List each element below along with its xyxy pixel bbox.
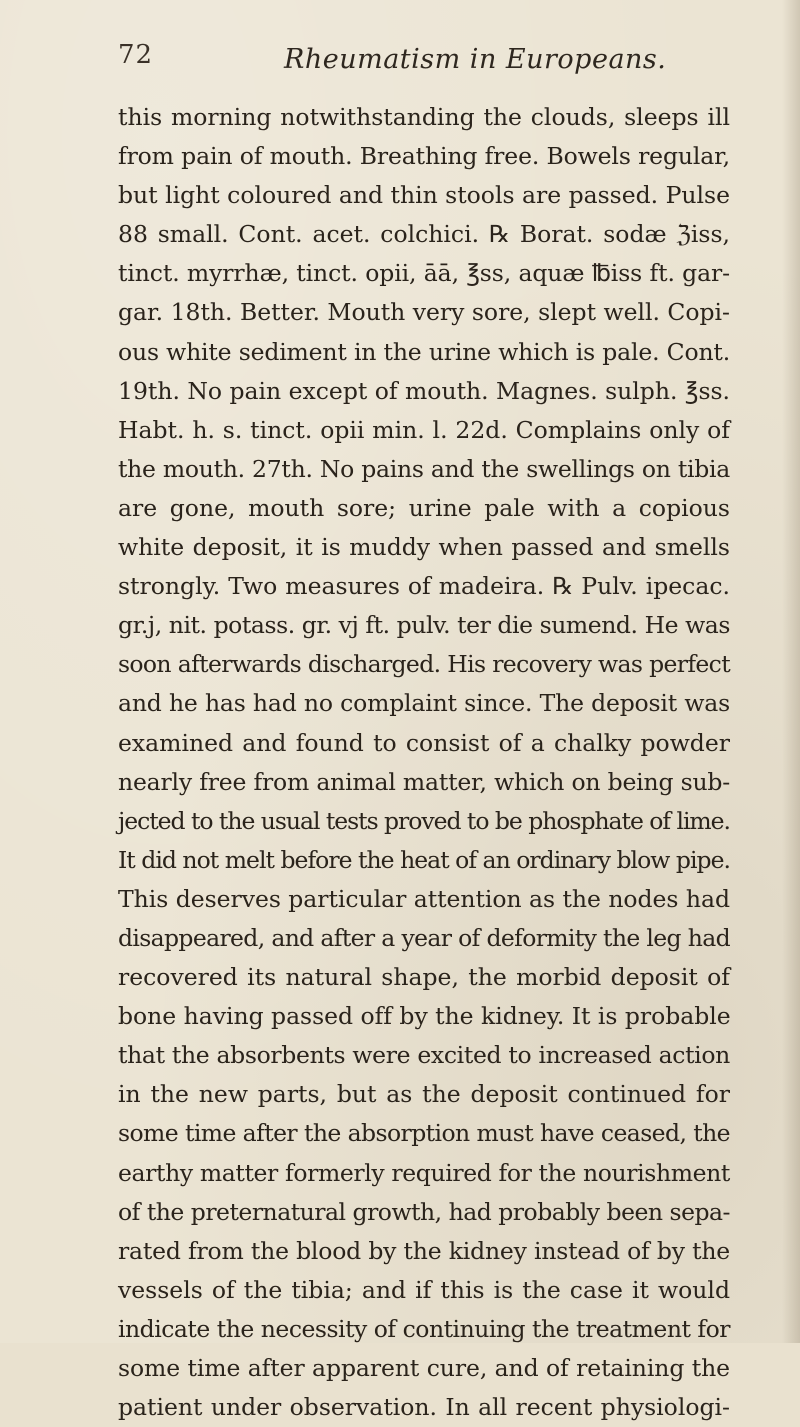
page-number: 72 [118, 40, 154, 70]
text-line: are gone, mouth sore; urine pale with a copious [118, 493, 730, 522]
running-title: Rheumatism in Europeans. [284, 44, 667, 75]
page-edge-shadow [782, 0, 800, 1343]
text-line: indicate the necessity of continuing the treatment for [118, 1314, 730, 1343]
text-line: gr.j, nit. potass. gr. vj ft. pulv. ter die sumend. He was [118, 611, 730, 640]
text-line: soon afterwards discharged. His recovery was perfect [118, 650, 730, 679]
body-text [118, 98, 730, 1427]
text-line: and he has had no complaint since. The deposit was [118, 689, 730, 718]
text-line: some time after the absorption must have ceased, the [118, 1119, 730, 1148]
text-line: in the new parts, but as the deposit continued for [118, 1080, 730, 1109]
text-line: of the preternatural growth, had probably been sepa- [118, 1197, 730, 1226]
text-line: recovered its natural shape, the morbid deposit of [118, 963, 730, 992]
page-header [118, 40, 728, 84]
text-line: 88 small. Cont. acet. colchici. ℞ Borat. sodæ ℨiss, [118, 220, 730, 249]
text-line: but light coloured and thin stools are passed. Pulse [118, 181, 730, 210]
text-line: patient under observation. In all recent physiologi- [118, 1393, 730, 1422]
text-line: jected to the usual tests proved to be phosphate of lime. [118, 806, 730, 835]
text-line: Habt. h. s. tinct. opii min. l. 22d. Complains only of [118, 415, 730, 444]
text-line: rated from the blood by the kidney instead of by the [118, 1236, 730, 1265]
text-line: the mouth. 27th. No pains and the swellings on tibia [118, 454, 730, 483]
text-line: examined and found to consist of a chalky powder [118, 728, 730, 757]
text-line: bone having passed off by the kidney. It is probable [118, 1002, 731, 1031]
text-line: strongly. Two measures of madeira. ℞ Pulv. ipecac. [118, 572, 730, 601]
text-line: white deposit, it is muddy when passed and smells [118, 533, 730, 562]
text-line: gar. 18th. Better. Mouth very sore, slept well. Copi- [118, 298, 730, 327]
text-line: some time after apparent cure, and of retaining the [118, 1354, 730, 1382]
text-line: nearly free from animal matter, which on being sub- [118, 767, 730, 796]
text-line: this morning notwithstanding the clouds, sleeps ill [118, 103, 730, 131]
text-line: from pain of mouth. Breathing free. Bowels regular, [118, 142, 730, 171]
text-line: vessels of the tibia; and if this is the case it would [118, 1275, 730, 1304]
text-line: disappeared, and after a year of deformity the leg had [118, 923, 730, 952]
text-line: 19th. No pain except of mouth. Magnes. sulph. ℥ss. [118, 376, 730, 405]
text-line: It did not melt before the heat of an ordinary blow pipe. [118, 845, 730, 874]
text-line: ous white sediment in the urine which is pale. Cont. [118, 337, 730, 366]
text-line: that the absorbents were excited to increased action [118, 1041, 730, 1070]
text-line: tinct. myrrhæ, tinct. opii, āā, ℥ss, aquæ ℔iss ft. gar- [118, 259, 731, 288]
text-line: This deserves particular attention as the nodes had [118, 884, 730, 913]
text-line: earthy matter formerly required for the nourishment [118, 1158, 730, 1187]
